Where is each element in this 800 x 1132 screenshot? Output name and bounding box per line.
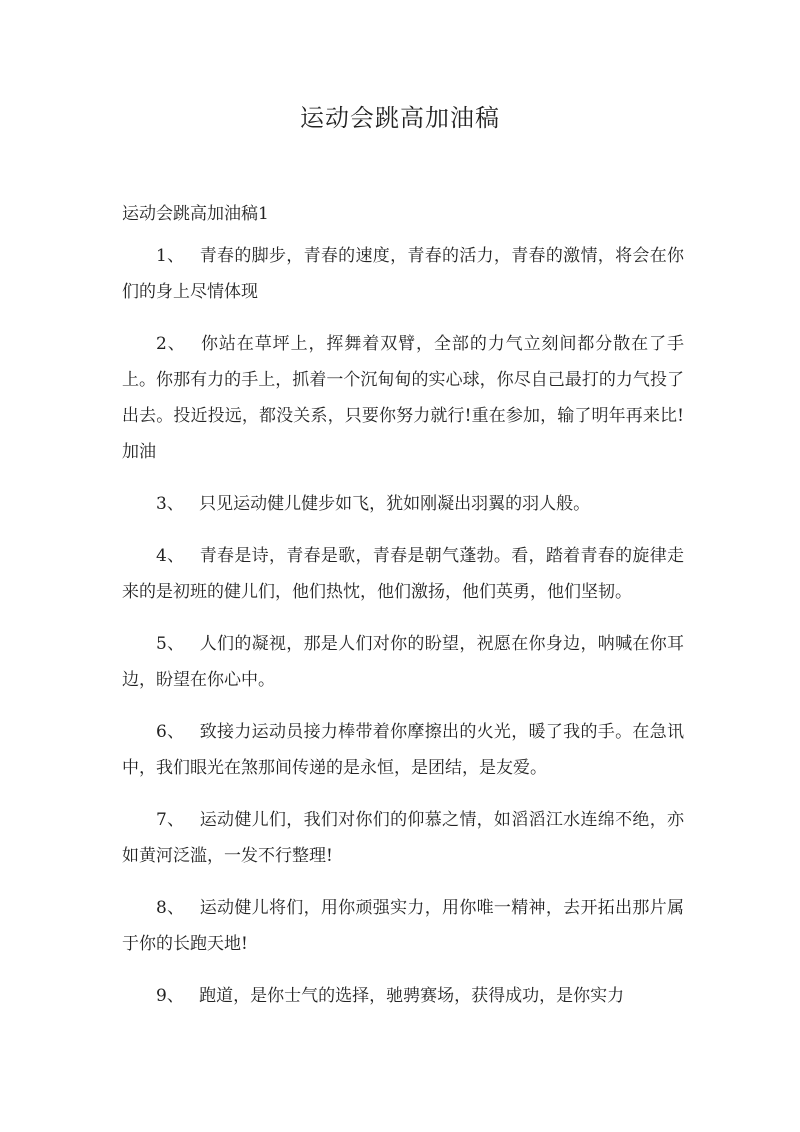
paragraph-text: 运动健儿们，我们对你们的仰慕之情，如滔滔江水连绵不绝，亦如黄河泛滥，一发不行整理! [122, 810, 684, 866]
paragraph-number: 1、 [156, 246, 185, 266]
document-body [122, 238, 684, 1030]
paragraph-number: 4、 [156, 546, 185, 566]
document-title: 运动会跳高加油稿 [300, 104, 500, 132]
paragraph-6 [122, 714, 684, 786]
paragraph-number: 3、 [156, 494, 184, 514]
paragraph-number: 9、 [156, 986, 184, 1006]
paragraph-number: 5、 [156, 634, 185, 654]
paragraph-number: 8、 [156, 898, 185, 918]
paragraph-text: 运动健儿将们，用你顽强实力，用你唯一精神，去开拓出那片属于你的长跑天地! [122, 898, 684, 954]
paragraph-9 [122, 978, 684, 1014]
paragraph-5 [122, 626, 684, 698]
paragraph-number: 2、 [156, 334, 186, 354]
paragraph-4 [122, 538, 684, 610]
paragraph-8 [122, 890, 684, 962]
paragraph-text: 只见运动健儿健步如飞，犹如刚凝出羽翼的羽人般。 [199, 494, 591, 514]
paragraph-2 [122, 326, 684, 470]
paragraph-text: 青春是诗，青春是歌，青春是朝气蓬勃。看，踏着青春的旋律走来的是初班的健儿们，他们热忱，他们激扬，他们英勇，他们坚韧。 [122, 546, 684, 602]
paragraph-3 [122, 486, 684, 522]
paragraph-number: 7、 [156, 810, 185, 830]
paragraph-text: 人们的凝视，那是人们对你的盼望，祝愿在你身边，呐喊在你耳边，盼望在你心中。 [122, 634, 684, 690]
paragraph-text: 致接力运动员接力棒带着你摩擦出的火光，暖了我的手。在急讯中，我们眼光在煞那间传递的是永恒，是团结，是友爱。 [122, 722, 684, 778]
section-heading: 运动会跳高加油稿1 [122, 204, 269, 224]
paragraph-text: 青春的脚步，青春的速度，青春的活力，青春的激情，将会在你们的身上尽情体现 [122, 246, 684, 302]
paragraph-number: 6、 [156, 722, 185, 742]
paragraph-7 [122, 802, 684, 874]
paragraph-1 [122, 238, 684, 310]
paragraph-text: 你站在草坪上，挥舞着双臂，全部的力气立刻间都分散在了手上。你那有力的手上，抓着一个沉甸甸的实心球，你尽自己最打的力气投了出去。投近投远，都没关系，只要你努力就行!重在参加，输了明年再来比!加油 [122, 334, 684, 462]
paragraph-text: 跑道，是你士气的选择，驰骋赛场，获得成功，是你实力 [199, 986, 625, 1006]
